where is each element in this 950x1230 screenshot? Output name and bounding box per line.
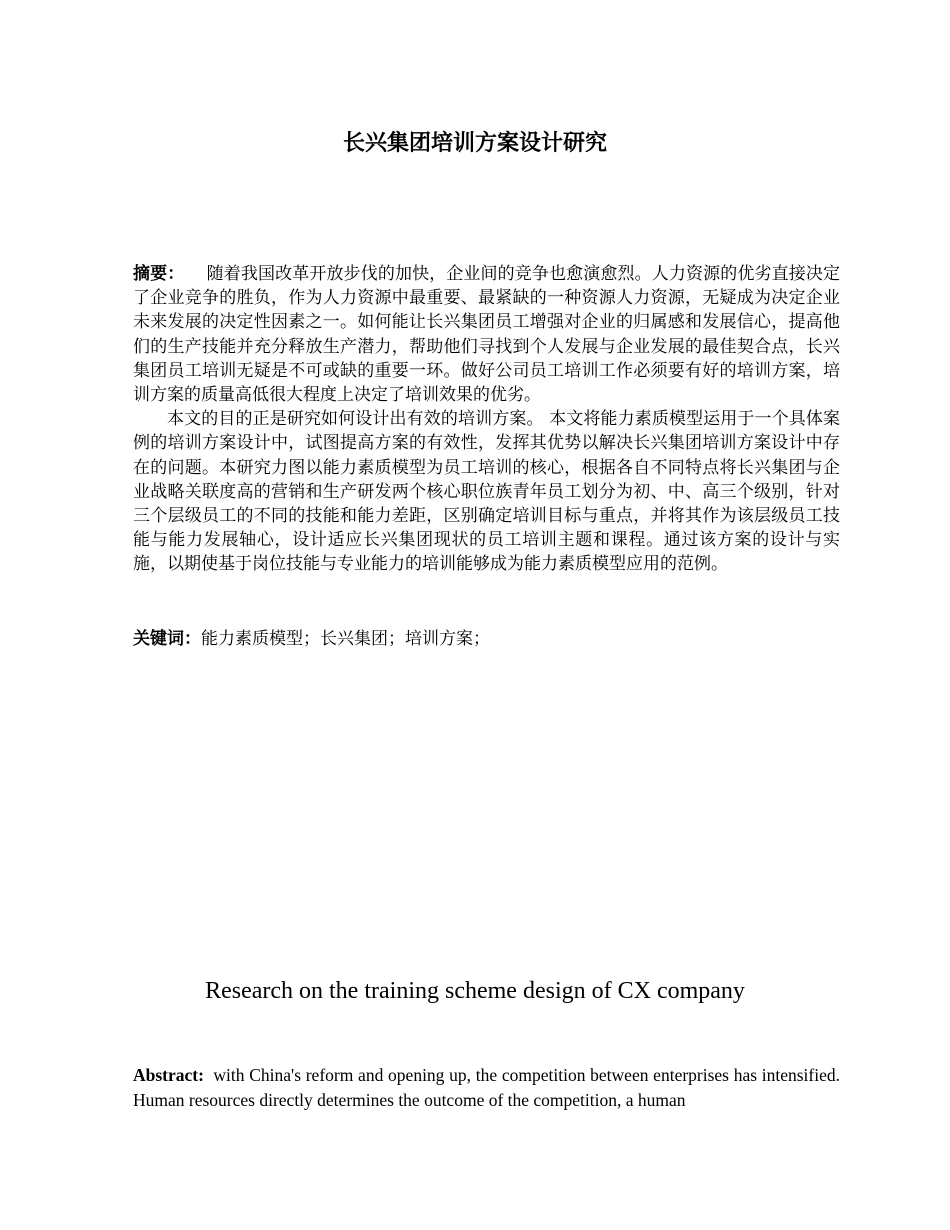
english-abstract [133, 1063, 840, 1113]
chinese-keywords-text: 能力素质模型；长兴集团；培训方案； [201, 629, 490, 649]
english-abstract-label: Abstract: [133, 1065, 204, 1085]
english-abstract-paragraph [133, 1063, 840, 1113]
english-title: Research on the training scheme design of CX company [205, 978, 745, 1004]
chinese-abstract-text-1: 随着我国改革开放步伐的加快，企业间的竞争也愈演愈烈。人力资源的优劣直接决定了企业竞争的胜负，作为人力资源中最重要、最紧缺的一种资源人力资源，无疑成为决定企业未来发展的决定性因素之一。如何能让长兴集团员工增强对企业的归属感和发展信心，提高他们的生产技能并充分释放生产潜力，帮助他们寻找到个人发展与企业发展的最佳契合点，长兴集团员工培训无疑是不可或缺的重要一环。做好公司员工培训工作必须要有好的培训方案，培训方案的质量高低很大程度上决定了培训效果的优劣。 [133, 264, 841, 406]
chinese-keywords [133, 627, 840, 651]
chinese-abstract-paragraph-2: 本文的目的正是研究如何设计出有效的培训方案。 本文将能力素质模型运用于一个具体案例的培训方案设计中，试图提高方案的有效性，发挥其优势以解决长兴集团培训方案设计中存在的问题。本研究力图以能力素质模型为员工培训的核心，根据各自不同特点将长兴集团与企业战略关联度高的营销和生产研发两个核心职位族青年员工划分为初、中、高三个级别，针对三个层级员工的不同的技能和能力差距，区别确定培训目标与重点，并将其作为该层级员工技能与能力发展轴心，设计适应长兴集团现状的员工培训主题和课程。通过该方案的设计与实施，以期使基于岗位技能与专业能力的培训能够成为能力素质模型应用的范例。 [133, 409, 840, 575]
chinese-abstract [133, 262, 840, 577]
english-abstract-text: with China's reform and opening up, the competition between enterprises has intensified. Human resources directly determines the outcome of the competition, a human [133, 1065, 841, 1110]
chinese-keywords-label: 关键词： [133, 629, 201, 649]
chinese-abstract-paragraph-1 [133, 262, 840, 407]
chinese-abstract-label: 摘要： [133, 264, 185, 284]
chinese-title: 长兴集团培训方案设计研究 [342, 130, 607, 156]
